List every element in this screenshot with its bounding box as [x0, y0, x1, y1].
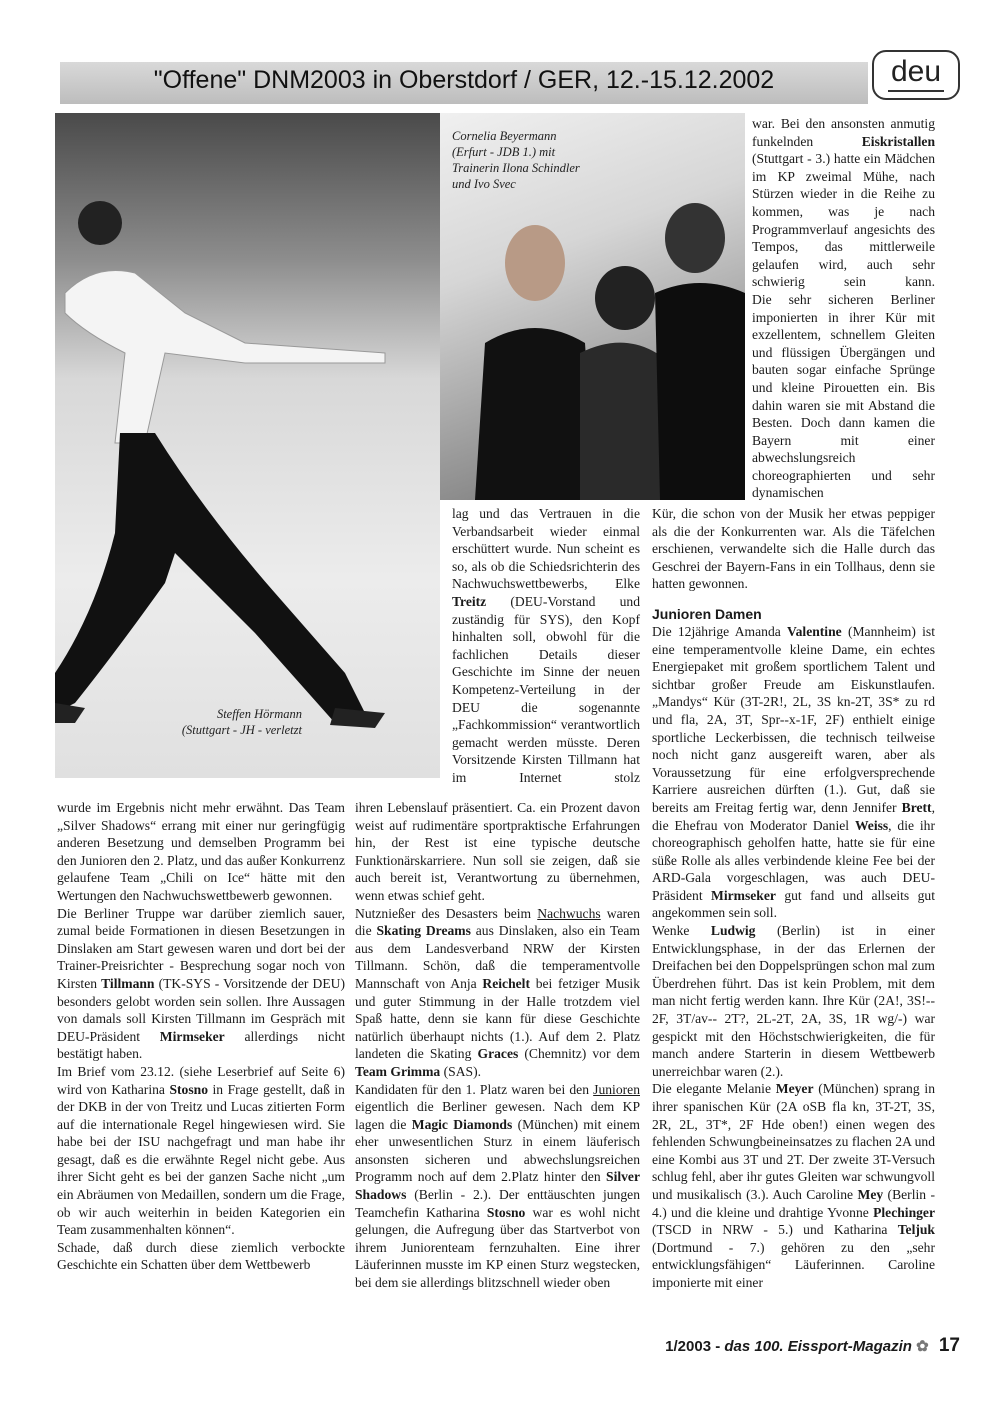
text-run: Die elegante Melanie: [652, 1081, 776, 1097]
text-run: (Stuttgart - 3.) hatte ein Mädchen im KP zweimal Mühe, nach Stürzen wieder in die Reihe zu kommen, was je nach Programmverlauf angesichts des Tempos, das mittlerweile gelaufen wird, auch sehr schwierig sein kann.: [752, 151, 935, 290]
bold-name: Magic Diamonds: [411, 1116, 513, 1132]
article-paragraph: [355, 905, 640, 1081]
text-run: gut fand und allseits gut angekommen sein soll.: [652, 887, 935, 921]
coach-caption: [452, 128, 612, 192]
text-run: Die sehr sicheren Berliner imponierten in ihrer Kür mit exzellentem, schnellem Gleiten und flüssigen Übergängen und bauten sogar einfache Sprünge und kleine Pirouetten ein. Bis dahin waren sie mit Abstand die Besten. Doch dann kamen die Bayern mit einer abwechslungsreich choreographierten und sehr dynamischen: [752, 291, 935, 501]
text-run: (TK-SYS - Vorsitzende der DEU) besonders gelobt worden sein sollen. Ihre Aussagen von damals soll Kirsten Tillmann im Gespräch mit DEU-Präsident: [57, 975, 345, 1044]
caption-line: (Stuttgart - JH - verletzt: [181, 723, 302, 737]
article-paragraph: [355, 799, 640, 905]
text-run: Schade, daß durch diese ziemlich verbockte Geschichte ein Schatten über dem Wettbewerb: [57, 1239, 345, 1273]
article-paragraph: [652, 1080, 935, 1291]
article-paragraph: [752, 115, 935, 291]
bold-name: Team Grimma: [355, 1063, 441, 1079]
bold-name: Meyer: [775, 1081, 814, 1097]
text-run: (DEU-Vorstand und zuständig für SYS), den Kopf hinhalten soll, obwohl für die fachlichen Details dieser Geschichte im Sinne der neuen Kompetenz-Verteilung in der DEU die sogenannte „Fachkommission“ verantwortlich gemacht werden müsste. Deren Vorsitzende Kirsten Tillmann hat im Internet stolz: [452, 593, 640, 785]
text-run: Kandidaten für den 1. Platz waren bei den: [355, 1081, 594, 1097]
bold-name: Treitz: [452, 593, 487, 609]
text-run: (TSCD in NRW - 5.) und Katharina: [652, 1222, 898, 1238]
page-title: "Offene" DNM2003 in Oberstdorf / GER, 12.-15.12.2002: [153, 66, 775, 94]
text-run: (München) mit einem eher unwesentlichen Sturz in einem läuferisch ansonsten sicheren und abwechslungsreichen Programm noch auf dem 2.Platz hinter den: [355, 1116, 640, 1185]
bold-name: Stosno: [169, 1081, 208, 1097]
caption-line: Trainerin Ilona Schindler: [452, 161, 580, 175]
article-paragraph: [452, 505, 640, 787]
bold-name: Silver Shadows: [355, 1169, 640, 1203]
article-paragraph: [652, 922, 935, 1080]
text-run: lag und das Vertrauen in die Verbandsarbeit wieder einmal erschüttert wurde. Nun scheint es so, als ob die Schiedsrichterin des Nachwuchswettbewerbs, Elke: [452, 506, 640, 592]
page-number: 17: [938, 1335, 960, 1356]
bold-name: Valentine: [787, 623, 842, 639]
right-column-body: [652, 623, 935, 1292]
text-run: Wenke: [652, 923, 711, 939]
article-column-middle-top: [452, 505, 640, 787]
article-column-right: [652, 505, 935, 1292]
bold-name: Eiskristallen: [861, 133, 935, 149]
skater-silhouette-icon: [55, 113, 440, 778]
text-run: wurde im Ergebnis nicht mehr erwähnt. Das Team „Silver Shadows“ errang mit einer nur geringfügig anderen Besetzung und demselben Programm bei den Junioren den 2. Platz, und das außer Konkurrenz gelaufene Team „Chili on Ice“ hätte mit den Wertungen den Nachwuchswettbewerb gewonnen.: [57, 800, 345, 903]
caption-line: und Ivo Svec: [452, 177, 516, 191]
bold-name: Ludwig: [710, 923, 756, 939]
caption-line: (Erfurt - JDB 1.) mit: [452, 145, 556, 159]
text-run: ihren Lebenslauf präsentiert. Ca. ein Prozent davon weist auf rudimentäre sportpraktische Erfahrungen hin, der Rest ist eine typische deutsche Funktionärskarriere. Nun soll sie zeigen, daß sie auch bereit ist, Verantwortung zu übernehmen, wenn etwas schief geht.: [355, 800, 640, 903]
text-run: (SAS).: [440, 1063, 481, 1079]
deu-logo: deu: [872, 50, 960, 100]
underlined-text: Nachwuchs: [537, 905, 601, 921]
text-run: (Chemnitz) vor dem: [518, 1046, 640, 1062]
text-run: aus Dinslaken, also ein Team aus dem Landesverband NRW der Kirsten Tillmann. Schön, daß die temperamentvolle Mannschaft von Anja: [355, 923, 640, 991]
bold-name: Stosno: [486, 1204, 526, 1220]
text-run: bei fetziger Musik und guter Stimmung in der Halle trotzdem viel Spaß hatte, denn sie kann für diese Geschichte natürlich überhaupt nichts (1.). Auf dem 2. Platz landeten die Skating: [355, 975, 640, 1062]
bold-name: Teljuk: [897, 1222, 935, 1238]
skater-caption: [167, 706, 302, 738]
article-paragraph: [57, 799, 345, 905]
magazine-name: das 100. Eissport-Magazin: [724, 1338, 912, 1355]
text-run: Nutznießer des Desasters beim: [355, 905, 538, 921]
issue-label: 1/2003 -: [665, 1338, 725, 1355]
right-column-intro: [652, 505, 935, 593]
text-run: eigentlich die Berliner gewesen. Nach dem KP lagen die: [355, 1099, 640, 1132]
text-run: in Frage gestellt, daß in der DKB in der von Treitz und Lucas zitierten Form auf die internationale Regel hingewiesen wird. Sie habe bei der ISU nachgefragt und man habe ihr gesagt, daß es die erwähnte Regel nicht gebe. Aus ihrer Sicht geht es bei der ganzen Sache nicht „um ein Abräumen von Medaillen, sondern um die Frage, ob wir auch weiterhin in beiden Kategorien ein Team zusammenhalten können“.: [57, 1081, 345, 1238]
text-run: , die ihr choreographisch geholfen hatte, hatte sie für eine süße Rolle als alles verbindende kleine Fee bei der ARD-Gala vorgeschlagen, was auch DEU-Präsident: [652, 817, 935, 903]
text-run: allerdings nicht bestätigt haben.: [57, 1028, 345, 1062]
text-run: Im Brief vom 23.12. (siehe Leserbrief auf Seite 6) wird von Katharina: [57, 1063, 345, 1097]
article-column-left: [57, 799, 345, 1274]
text-run: war. Bei den ansonsten anmutig funkelnden: [752, 116, 935, 149]
bold-name: Graces: [477, 1046, 519, 1062]
bold-name: Brett: [901, 799, 932, 815]
text-run: (München) sprang in ihrer spanischen Kür (2A oSB fla kn, 3T-2T, 3S, 2R, 2L, 3T*, 2F Hde oben!) einen wegen des fehlenden Schwungbeineinsatzes zu flachen 2A und eine Kombi aus 3T und 2T. Der zweite 3T-Versuch schlug fehl, aber ihr gutes Gleiten war schwungvoll und musikalisch (3.). Auch Caroline: [652, 1081, 935, 1202]
caption-line: Cornelia Beyermann: [452, 129, 557, 143]
article-paragraph: [57, 905, 345, 1063]
text-run: (Berlin) ist in einer Entwicklungsphase, in der das Erlernen der Dreifachen bei den Doppelsprüngen schon mal zum Überdrehen führt. Das ist kein Problem, mit dem man nicht fertig werden kann. Ihre Kür (2A!, 3S!-- 2F, 3T/av-- 2T?, 2L-2T, 2A, 3S, 1R wg/-) war gespickt mit den Höchstschwierigkeiten, die für manch andere Starterin in diesem Wettbewerb unerreichbar waren (2.).: [652, 923, 935, 1079]
article-paragraph: [355, 1081, 640, 1292]
bold-name: Mirmseker: [711, 887, 776, 903]
bold-name: Mirmseker: [159, 1028, 225, 1044]
bold-name: Mey: [857, 1186, 884, 1202]
article-paragraph: [652, 505, 935, 593]
text-run: Kür, die schon von der Musik her etwas peppiger als die der Konkurrenten war. Als die Täfelchen erschienen, verwandelte sich die Halle durch das Geschrei der Bayern-Fans in ein Tollhaus, denn sie hatten gewonnen.: [652, 506, 935, 592]
text-run: waren die: [355, 905, 640, 939]
article-paragraph: [57, 1063, 345, 1239]
text-run: (Berlin - 2.). Der enttäuschten jungen Teamchefin Katharina: [355, 1187, 640, 1220]
text-run: , die Ehefrau von Moderator Daniel: [652, 799, 935, 833]
bold-name: Weiss: [854, 817, 889, 833]
section-heading: Junioren Damen: [652, 605, 762, 622]
text-run: Die Berliner Truppe war darüber ziemlich sauer, zumal beide Formationen in diesen Besetzungen in Dinslaken am Start gewesen waren und dort bei der Trainer-Preisrichter - Besprechung sogar noch von Kirsten: [57, 905, 345, 991]
article-paragraph: [57, 1239, 345, 1274]
text-run: Die 12jährige Amanda: [652, 623, 788, 639]
text-run: war es wohl nicht gelungen, die Aufregung über das Startverbot von ihrem Juniorenteam fernzuhalten. Eine ihrer Läuferinnen musste im KP einen Sturz wegstecken, bei dem sie allerdings blitzschnell wieder oben: [355, 1204, 640, 1291]
article-column-middle: [355, 799, 640, 1292]
article-column-right-top: [752, 115, 935, 502]
bold-name: Skating Dreams: [376, 923, 471, 939]
caption-line: Steffen Hörmann: [216, 707, 302, 721]
magazine-logo-icon: ✿: [916, 1338, 929, 1355]
skater-photo: [55, 113, 440, 778]
text-run: (Dortmund - 7.) gehören zu den „sehr entwicklungsfähigen“ Läuferinnen. Caroline imponierte mit einer: [652, 1239, 935, 1290]
bold-name: Plechinger: [873, 1204, 935, 1220]
text-run: (Mannheim) ist eine temperamentvolle kleine Dame, ein echtes Energiepaket mit großem sportlichem Talent und sichtbar großer Freude am Eiskunstlaufen. „Mandys“ Kür (3T-2R!, 2L, 3S kn-2T, 3S* zu rd und fla, 2A, 3T, Spr--x-1F, 2F) enthielt einige sportliche Leckerbissen, die technisch teilweise noch nicht ganz ausgereift waren, aber als Voraussetzung für eine erfolgversprechende Karriere ausreichen dürften (1.). Gut, daß sie bereits am Freitag fertig war, denn Jennifer: [652, 623, 935, 815]
bold-name: Reichelt: [482, 975, 530, 991]
text-run: (Berlin - 4.) und die kleine und drahtige Yvonne: [652, 1186, 935, 1220]
underlined-text: Junioren: [593, 1081, 640, 1097]
page-footer: [620, 1335, 960, 1357]
article-paragraph: [652, 623, 935, 922]
bold-name: Tillmann: [101, 975, 155, 991]
article-paragraph: [752, 291, 935, 502]
